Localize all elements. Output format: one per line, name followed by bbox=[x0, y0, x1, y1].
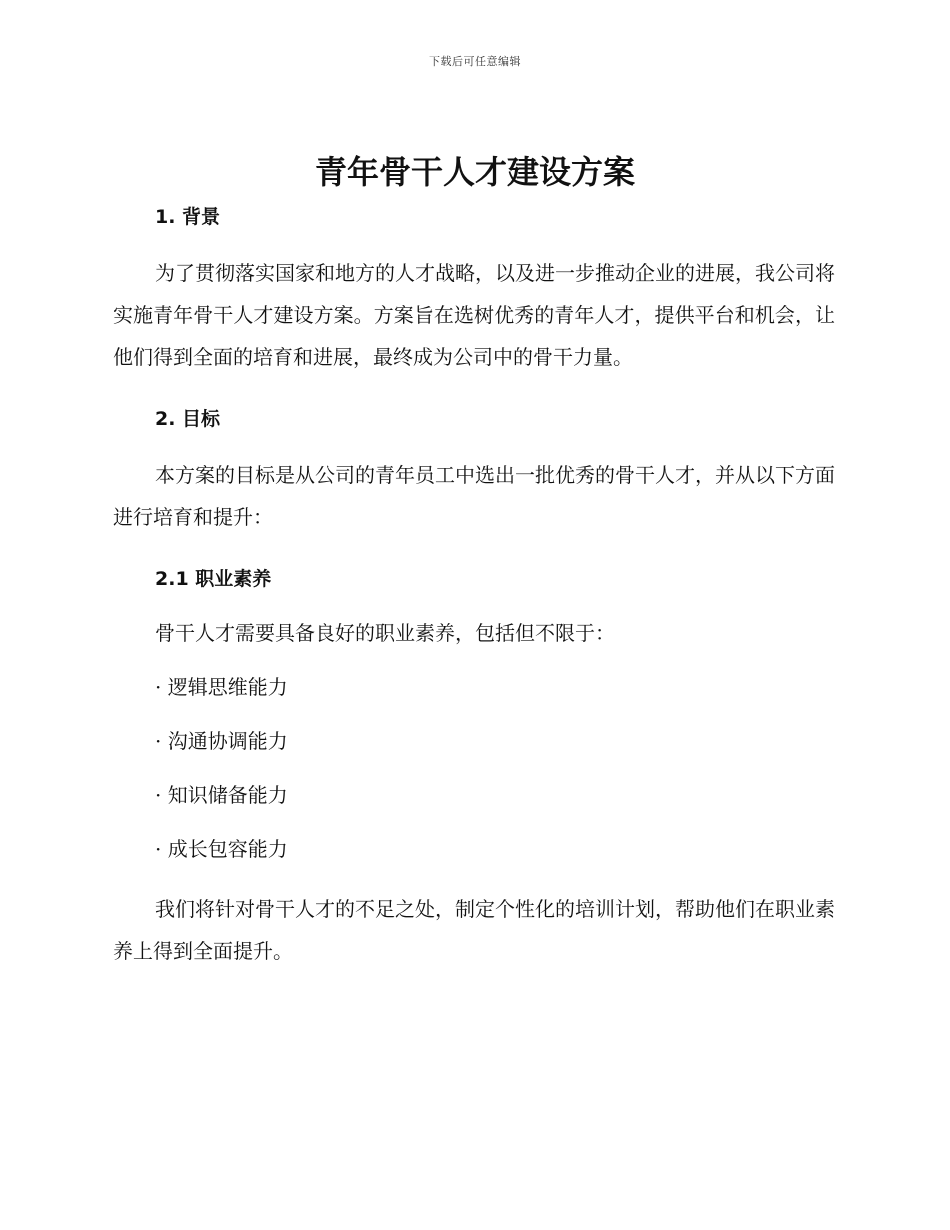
document-body bbox=[113, 202, 835, 972]
list-item: · 知识储备能力 bbox=[155, 783, 288, 807]
section-intro-professionalism: 骨干人才需要具备良好的职业素养，包括但不限于： bbox=[155, 621, 615, 645]
list-item: · 成长包容能力 bbox=[155, 837, 288, 861]
section-heading-goals: 2. 目标 bbox=[155, 408, 221, 430]
list-item: · 逻辑思维能力 bbox=[155, 675, 288, 699]
page-header-note: 下载后可任意编辑 bbox=[429, 55, 521, 68]
section-paragraph-goals: 本方案的目标是从公司的青年员工中选出一批优秀的骨干人才，并从以下方面进行培育和提升： bbox=[113, 463, 835, 529]
section-paragraph-background: 为了贯彻落实国家和地方的人才战略，以及进一步推动企业的进展，我公司将实施青年骨干人才建设方案。方案旨在选树优秀的青年人才，提供平台和机会，让他们得到全面的培育和进展，最终成为公司中的骨干力量。 bbox=[113, 261, 835, 369]
document-title: 青年骨干人才建设方案 bbox=[314, 153, 635, 191]
section-closing-professionalism: 我们将针对骨干人才的不足之处，制定个性化的培训计划，帮助他们在职业素养上得到全面提升。 bbox=[113, 897, 835, 963]
section-heading-professionalism: 2.1 职业素养 bbox=[155, 568, 272, 590]
section-heading-background: 1. 背景 bbox=[155, 206, 221, 228]
list-item: · 沟通协调能力 bbox=[155, 729, 288, 753]
